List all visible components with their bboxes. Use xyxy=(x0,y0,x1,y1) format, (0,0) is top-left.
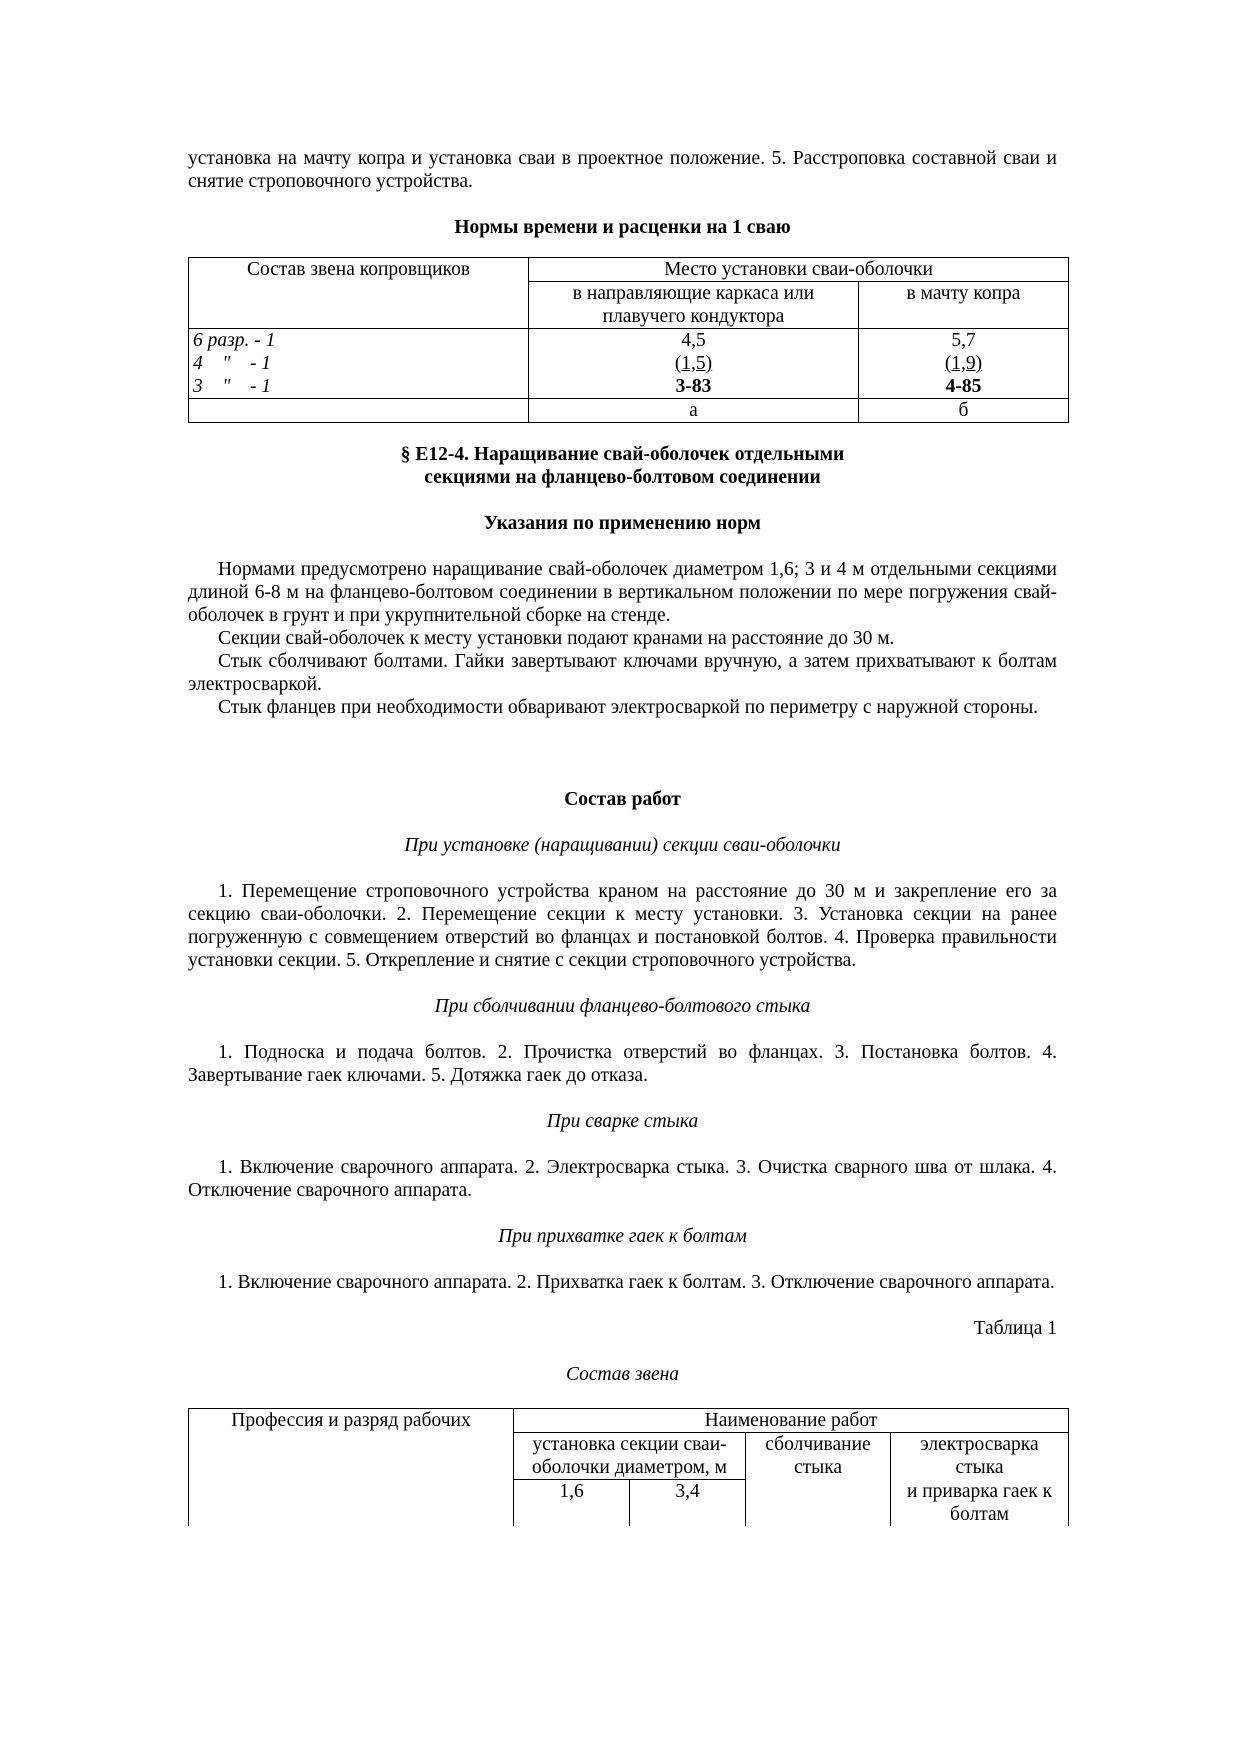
diameter-1: 1,6 xyxy=(514,1480,630,1527)
subheader-weld: электросварка стыка xyxy=(891,1433,1069,1480)
alt-value: (1,5) xyxy=(674,353,713,374)
header-works: Наименование работ xyxy=(514,1409,1069,1433)
crew-table xyxy=(188,1408,1069,1526)
section-title-line1: § Е12-4. Наращивание свай-оболочек отдельными xyxy=(400,444,845,465)
intro-paragraph: установка на мачту копра и установка сваи в проектное положение. 5. Расстроповка составной сваи и снятие строповочного устройства. xyxy=(188,148,1057,192)
subheader-b: в мачту копра xyxy=(859,282,1069,329)
header-crew: Состав звена копровщиков xyxy=(189,258,529,329)
crew-title: Состав звена xyxy=(565,1364,680,1385)
subheader-install: установка секции сваи-оболочки диаметром, м xyxy=(514,1433,746,1480)
subsection-text: 1. Перемещение строповочного устройства краном на расстояние до 30 м и закрепление его за секцию сваи-оболочки. 2. Перемещение секции к месту установки. 3. Установка секции на ранее погруженную с совмещением отверстий во фланцах и постановкой болтов. 4. Проверка правильности установки секции. 5. Открепление и снятие с секции строповочного устройства. xyxy=(188,881,1057,971)
value-cell-a xyxy=(529,329,859,399)
instructions-block xyxy=(188,558,1057,719)
instructions-title: Указания по применению норм xyxy=(484,513,761,534)
letter-a: а xyxy=(529,399,859,423)
price-value: 4-85 xyxy=(945,376,982,397)
subsection-title: При сварке стыка xyxy=(546,1111,699,1132)
header-profession: Профессия и разряд рабочих xyxy=(189,1409,514,1527)
subsection-text: 1. Включение сварочного аппарата. 2. Прихватка гаек к болтам. 3. Отключение сварочного аппарата. xyxy=(218,1272,1055,1293)
norms-title: Нормы времени и расценки на 1 сваю xyxy=(454,217,791,238)
crew-cell xyxy=(189,329,529,399)
subheader-a: в направляющие каркаса или плавучего кондуктора xyxy=(529,282,859,329)
price-value: 3-83 xyxy=(675,376,712,397)
subsection-text: 1. Включение сварочного аппарата. 2. Электросварка стыка. 3. Очистка сварного шва от шлака. 4. Отключение сварочного аппарата. xyxy=(188,1157,1057,1201)
empty-cell xyxy=(189,399,529,423)
works-title: Состав работ xyxy=(564,789,681,810)
document-page xyxy=(188,147,1057,1526)
subsection-title: При установке (наращивании) секции сваи-оболочки xyxy=(404,835,841,856)
instruction-paragraph: Стык фланцев при необходимости обваривают электросваркой по периметру с наружной стороны. xyxy=(218,697,1039,718)
subsection-title: При прихватке гаек к болтам xyxy=(498,1226,747,1247)
alt-value: (1,9) xyxy=(944,353,983,374)
subsection-text: 1. Подноска и подача болтов. 2. Прочистка отверстий во фланцах. 3. Постановка болтов. 4. Завертывание гаек ключами. 5. Дотяжка гаек до отказа. xyxy=(188,1042,1057,1086)
header-place: Место установки сваи-оболочки xyxy=(529,258,1069,282)
diameter-2: 3,4 xyxy=(630,1480,746,1527)
crew-line: 3 " - 1 xyxy=(193,376,272,397)
instruction-paragraph: Нормами предусмотрено наращивание свай-оболочек диаметром 1,6; 3 и 4 м отдельными секциями длиной 6-8 м на фланцево-болтовом соединении в вертикальном положении по мере погружения свай-оболочек в грунт и при укрупнительной сборке на стенде. xyxy=(188,559,1057,626)
norm-value: 5,7 xyxy=(951,330,976,351)
instruction-paragraph: Стык сболчивают болтами. Гайки завертывают ключами вручную, а затем прихватывают к болтам электросваркой. xyxy=(188,651,1057,695)
norm-value: 4,5 xyxy=(681,330,706,351)
norms-table xyxy=(188,257,1069,423)
crew-line: 6 разр. - 1 xyxy=(193,330,276,351)
table-label: Таблица 1 xyxy=(973,1318,1057,1339)
subsection-title: При сболчивании фланцево-болтового стыка xyxy=(434,996,811,1017)
letter-b: б xyxy=(859,399,1069,423)
crew-line: 4 " - 1 xyxy=(193,353,272,374)
value-cell-b xyxy=(859,329,1069,399)
subheader-weld-cont: и приварка гаек к болтам xyxy=(891,1480,1069,1527)
section-title-line2: секциями на фланцево-болтовом соединении xyxy=(424,467,821,488)
instruction-paragraph: Секции свай-оболочек к месту установки подают кранами на расстояние до 30 м. xyxy=(218,628,895,649)
subheader-bolting: сболчивание стыка xyxy=(746,1433,891,1527)
